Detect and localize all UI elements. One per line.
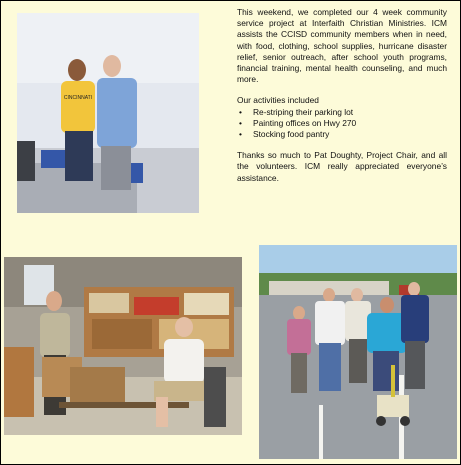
activities-list: [237, 107, 447, 141]
list-item: • Painting offices on Hwy 270: [253, 118, 447, 129]
activities-heading: Our activities included: [237, 95, 319, 106]
thanks-paragraph: Thanks so much to Pat Doughty, Project Chair, and all the volunteers. ICM really appreciated everyone’s assistance.: [237, 150, 447, 183]
shirt-text: CINCINNATI: [63, 95, 93, 101]
article-text: [237, 7, 447, 184]
photo-parking-lot: [259, 245, 457, 459]
photo-two-men-office: [17, 13, 199, 213]
photo-food-pantry: [4, 257, 242, 435]
list-item: • Re-striping their parking lot: [253, 107, 447, 118]
list-item: • Stocking food pantry: [253, 129, 447, 140]
intro-paragraph: This weekend, we completed our 4 week community service project at Interfaith Christian Ministries. ICM assists the CCISD community members when in need, with food, clothing, school supplies, hurricane disaster relief, senior outreach, after school youth programs, financial training, mental health counseling, and much more.: [237, 7, 447, 85]
